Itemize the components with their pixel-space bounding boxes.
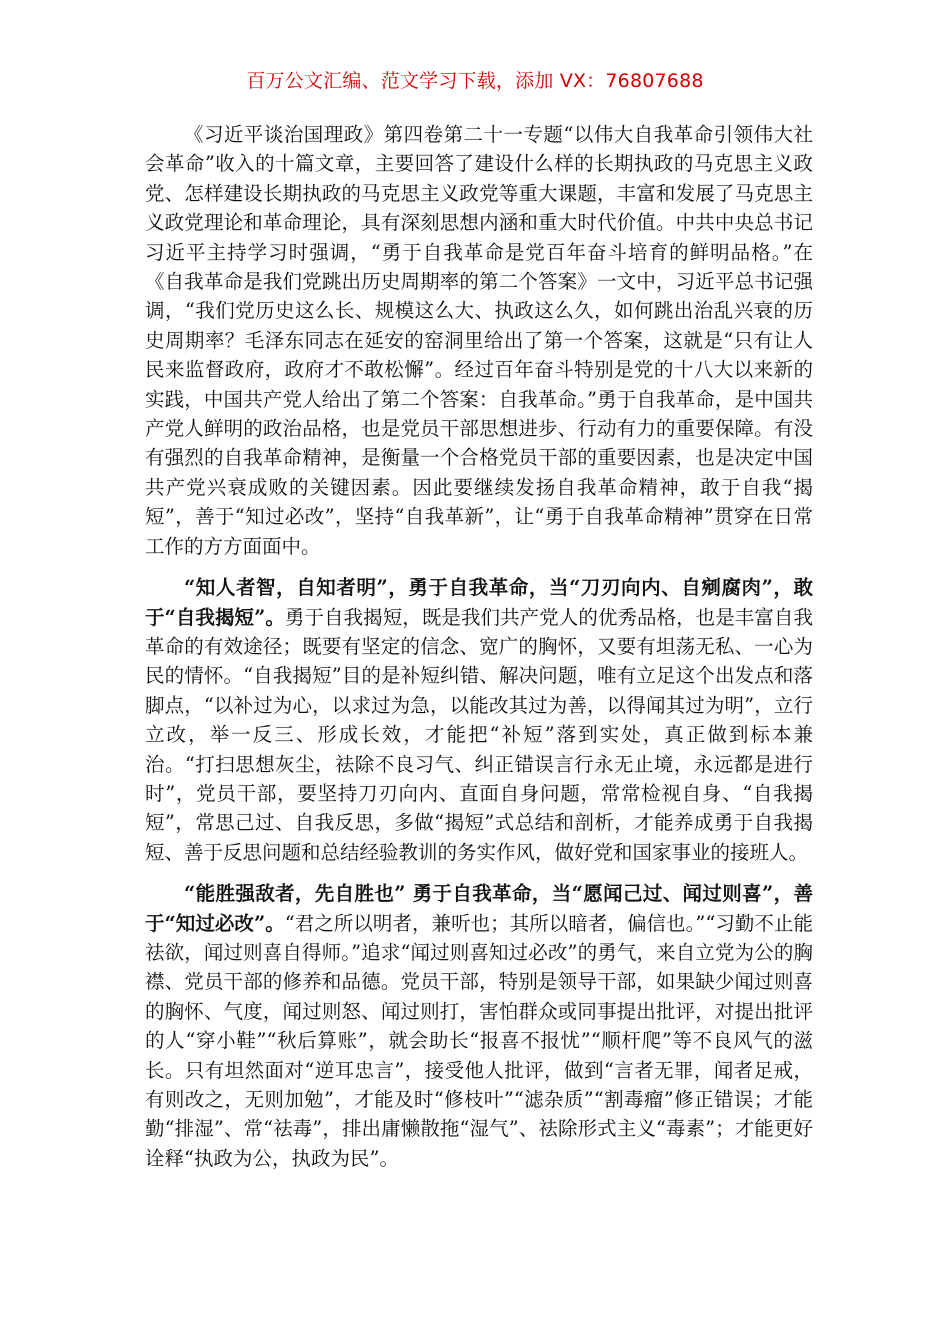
document-body bbox=[145, 120, 813, 1173]
paragraph-correct-mistakes bbox=[145, 879, 813, 1173]
paragraph-intro bbox=[145, 120, 813, 561]
paragraph-text: “君之所以明者，兼听也；其所以暗者，偏信也。”“习勤不止能祛欲，闻过则喜自得师。”追求“闻过则喜知过必改”的勇气，来自立党为公的胸襟、党员干部的修养和品德。党员干部，特别是领导干部，如果缺少闻过则喜的胸怀、气度，闻过则怒、闻过则打，害怕群众或同事提出批评，对提出批评的人“穿小鞋”“秋后算账”，就会助长“报喜不报忧”“顺杆爬”等不良风气的滋长。只有坦然面对“逆耳忠言”，接受他人批评，做到“言者无罪，闻者足戒，有则改之，无则加勉”，才能及时“修枝叶”“滤杂质”“割毒瘤”修正错误；才能勤“排湿”、常“祛毒”，排出庸懒散拖“湿气”、祛除形式主义“毒素”；才能更好诠释“执政为公，执政为民”。 bbox=[145, 911, 813, 1170]
paragraph-text: 《习近平谈治国理政》第四卷第二十一专题“以伟大自我革命引领伟大社会革命”收入的十篇文章，主要回答了建设什么样的长期执政的马克思主义政党、怎样建设长期执政的马克思主义政党等重大课题，丰富和发展了马克思主义政党理论和革命理论，具有深刻思想内涵和重大时代价值。中共中央总书记习近平主持学习时强调，“勇于自我革命是党百年奋斗培育的鲜明品格。”在《自我革命是我们党跳出历史周期率的第二个答案》一文中，习近平总书记强调，“我们党历史这么长、规模这么大、执政这么久，如何跳出治乱兴衰的历史周期率？毛泽东同志在延安的窑洞里给出了第一个答案，这就是“只有让人民来监督政府，政府才不敢松懈”。经过百年奋斗特别是党的十八大以来新的实践，中国共产党人给出了第二个答案：自我革命。”勇于自我革命，是中国共产党人鲜明的政治品格，也是党员干部思想进步、行动有力的重要保障。有没有强烈的自我革命精神，是衡量一个合格党员干部的重要因素，也是决定中国共产党兴衰成败的关键因素。因此要继续发扬自我革命精神，敢于自我“揭短”，善于“知过必改”，坚持“自我革新”，让“勇于自我革命精神”贯穿在日常工作的方方面面中。 bbox=[145, 123, 813, 558]
paragraph-text: 勇于自我揭短，既是我们共产党人的优秀品格，也是丰富自我革命的有效途径；既要有坚定的信念、宽广的胸怀，又要有坦荡无私、一心为民的情怀。“自我揭短”目的是补短纠错、解决问题，唯有立足这个出发点和落脚点，“以补过为心，以求过为急，以能改其过为善，以得闻其过为明”，立行立改，举一反三、形成长效，才能把“补短”落到实处，真正做到标本兼治。“打扫思想灰尘，祛除不良习气、纠正错误言行永无止境，永远都是进行时”，党员干部，要坚持刀刃向内、直面自身问题，常常检视自身、“自我揭短”，常思己过、自我反思，多做“揭短”式总结和剖析，才能养成勇于自我揭短、善于反思问题和总结经验教训的务实作风，做好党和国家事业的接班人。 bbox=[145, 605, 813, 864]
paragraph-lead: “能胜强敌者，先自胜也” 勇于自我革命，当“愿闻己过、闻过则喜”，善于“知过必改”。 bbox=[145, 882, 813, 935]
paragraph-self-exposure bbox=[145, 573, 813, 867]
header-banner: 百万公文汇编、范文学习下载，添加 VX：76807688 bbox=[246, 70, 704, 92]
paragraph-lead: “知人者智，自知者明”，勇于自我革命，当“刀刃向内、自剜腐肉”，敢于“自我揭短”。 bbox=[145, 576, 813, 629]
